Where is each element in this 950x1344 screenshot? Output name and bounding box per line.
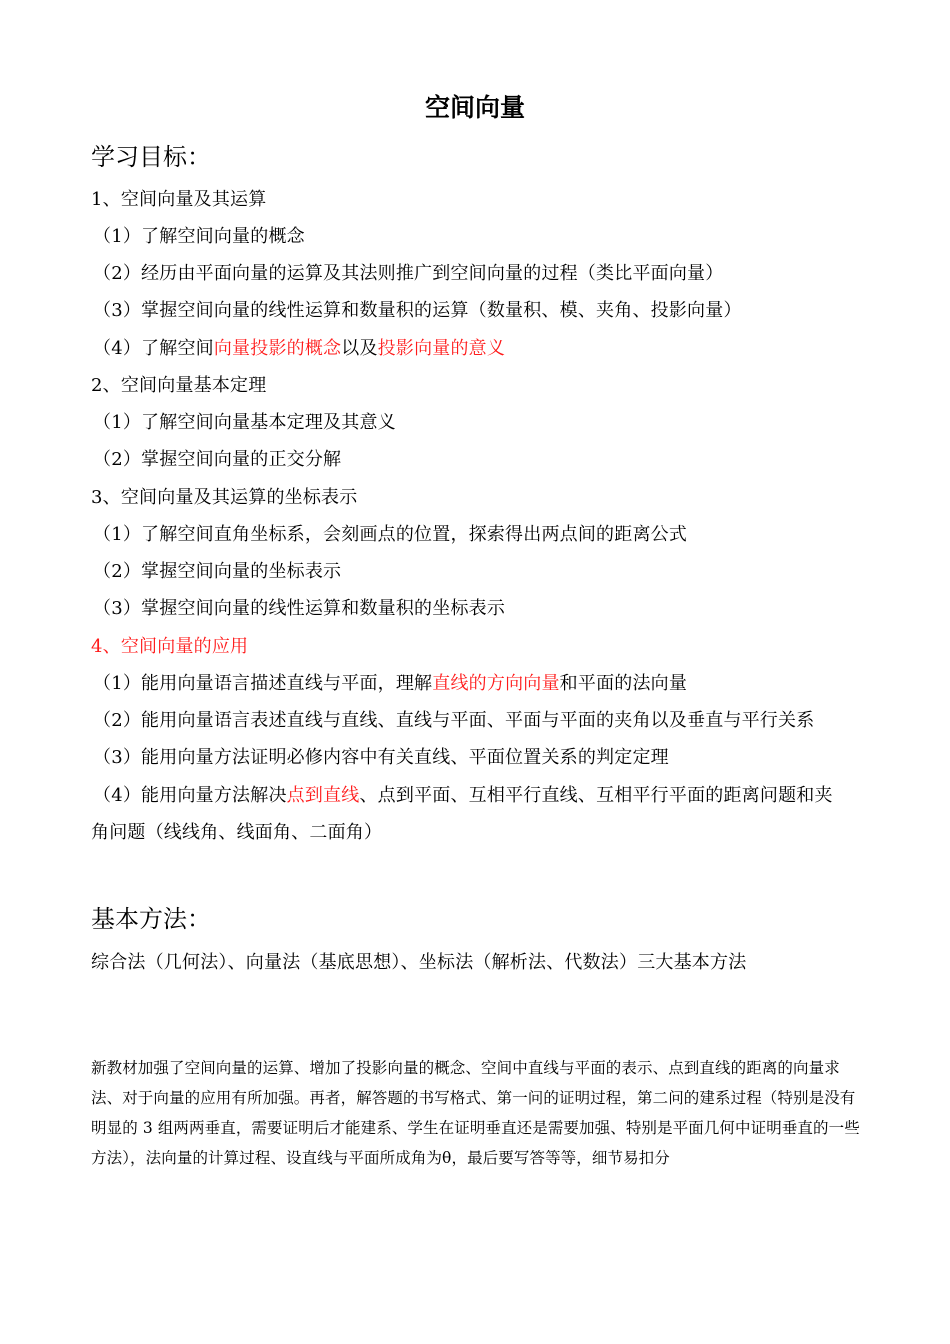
s4-item-4-text-a: （4）能用向量方法解决	[93, 785, 287, 806]
s1-item-4-text-a: （4）了解空间	[93, 338, 214, 359]
s4-item-4-continued: 角问题（线线角、线面角、二面角）	[91, 822, 383, 843]
s4-item-4-highlight: 点到直线	[286, 785, 360, 806]
section-1-title: 1、空间向量及其运算	[91, 189, 267, 210]
objectives-heading: 学习目标：	[91, 143, 211, 171]
s1-item-4	[93, 337, 505, 361]
s3-item-2: （2）掌握空间向量的坐标表示	[93, 561, 342, 582]
s4-item-4-text-c: 、点到平面、互相平行直线、互相平行平面的距离问题和夹	[359, 785, 833, 806]
s4-item-3: （3）能用向量方法证明必修内容中有关直线、平面位置关系的判定定理	[93, 747, 669, 768]
s1-item-2: （2）经历由平面向量的运算及其法则推广到空间向量的过程（类比平面向量）	[93, 263, 724, 284]
section-4-title: 4、空间向量的应用	[91, 636, 249, 657]
s1-item-4-highlight-a: 向量投影的概念	[213, 338, 342, 359]
s4-item-2: （2）能用向量语言表述直线与直线、直线与平面、平面与平面的夹角以及垂直与平行关系	[93, 710, 815, 731]
page-title: 空间向量	[424, 93, 525, 122]
s4-item-1-highlight: 直线的方向向量	[432, 673, 560, 694]
methods-heading: 基本方法：	[91, 905, 211, 933]
s4-item-4	[93, 784, 833, 808]
s3-item-1: （1）了解空间直角坐标系，会刻画点的位置，探索得出两点间的距离公式	[93, 524, 688, 545]
s4-item-1-text-a: （1）能用向量语言描述直线与平面，理解	[93, 673, 433, 694]
s1-item-3: （3）掌握空间向量的线性运算和数量积的运算（数量积、模、夹角、投影向量）	[93, 300, 742, 321]
s2-item-2: （2）掌握空间向量的正交分解	[93, 449, 342, 470]
s4-item-1-text-c: 和平面的法向量	[559, 673, 688, 694]
s4-item-1	[93, 672, 687, 696]
s3-item-3: （3）掌握空间向量的线性运算和数量积的坐标表示	[93, 598, 506, 619]
s1-item-1: （1）了解空间向量的概念	[93, 226, 305, 247]
section-3-title: 3、空间向量及其运算的坐标表示	[91, 487, 358, 508]
s1-item-4-highlight-d: 投影向量的意义	[377, 338, 506, 359]
section-2-title: 2、空间向量基本定理	[91, 375, 267, 396]
note-paragraph: 新教材加强了空间向量的运算、增加了投影向量的概念、空间中直线与平面的表示、点到直线的距离的向量求法、对于向量的应用有所加强。再者，解答题的书写格式、第一问的证明过程，第二问的建系过程（特别是没有明显的 3 组两两垂直，需要证明后才能建系、学生在证明垂直还是需要加强、特别是平面几何中证明垂直的一些方法），法向量的计算过程、设直线与平面所成角为θ，最后要写答等等，细节易扣分	[91, 1059, 860, 1167]
s1-item-4-text-c: 以及	[341, 338, 378, 359]
s2-item-1: （1）了解空间向量基本定理及其意义	[93, 412, 396, 433]
methods-text: 综合法（几何法）、向量法（基底思想）、坐标法（解析法、代数法）三大基本方法	[91, 952, 747, 973]
